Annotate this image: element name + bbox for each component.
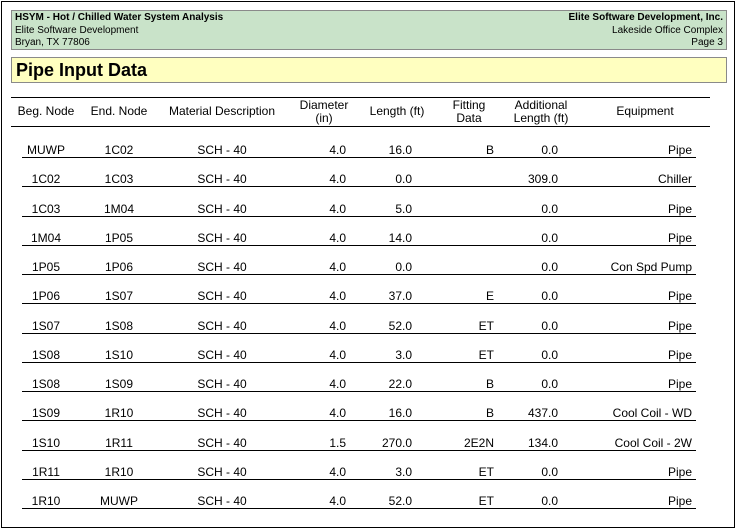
cell-material: SCH - 40: [197, 494, 247, 508]
app-title: HSYM - Hot / Chilled Water System Analysis: [15, 12, 224, 23]
cell-length: 270.0: [381, 436, 412, 450]
cell-equipment: Pipe: [667, 348, 692, 362]
cell-end-node: 1C02: [104, 143, 134, 157]
cell-end-node: 1R10: [104, 406, 134, 420]
cell-length: 37.0: [388, 289, 412, 303]
cell-diameter: 4.0: [329, 231, 346, 245]
cell-length: 14.0: [388, 231, 412, 245]
table-header-rule: [11, 126, 710, 127]
cell-length: 0.0: [395, 172, 412, 186]
cell-fitting: B: [485, 143, 494, 157]
cell-diameter: 1.5: [329, 436, 346, 450]
col-equipment: Equipment: [616, 104, 674, 118]
cell-material: SCH - 40: [197, 465, 247, 479]
col-fitting-line1: Fitting: [452, 98, 486, 112]
cell-fitting: 2E2N: [463, 436, 494, 450]
cell-fitting: ET: [478, 465, 494, 479]
cell-material: SCH - 40: [197, 172, 247, 186]
row-underline: [22, 479, 696, 480]
row-underline: [22, 508, 696, 509]
cell-diameter: 4.0: [329, 319, 346, 333]
cell-equipment: Con Spd Pump: [610, 260, 692, 274]
cell-beg-node: 1S09: [31, 406, 61, 420]
cell-end-node: 1C03: [104, 172, 134, 186]
cell-beg-node: 1S08: [31, 377, 61, 391]
cell-additional-length: 0.0: [541, 465, 558, 479]
cell-beg-node: 1C03: [31, 202, 61, 216]
cell-equipment: Cool Coil - 2W: [614, 436, 692, 450]
cell-fitting: ET: [478, 348, 494, 362]
cell-length: 3.0: [395, 465, 412, 479]
company-address: Bryan, TX 77806: [15, 37, 90, 48]
cell-diameter: 4.0: [329, 494, 346, 508]
report-header: [11, 10, 727, 50]
cell-equipment: Pipe: [667, 231, 692, 245]
cell-beg-node: 1R10: [31, 494, 61, 508]
cell-material: SCH - 40: [197, 143, 247, 157]
cell-beg-node: 1S07: [31, 319, 61, 333]
cell-beg-node: 1S08: [31, 348, 61, 362]
cell-end-node: 1R10: [104, 465, 134, 479]
cell-additional-length: 0.0: [541, 231, 558, 245]
cell-fitting: ET: [478, 494, 494, 508]
row-underline: [22, 333, 696, 334]
cell-diameter: 4.0: [329, 143, 346, 157]
cell-equipment: Pipe: [667, 465, 692, 479]
col-diameter-line2: (in): [315, 111, 333, 125]
col-additional-line2: Length (ft): [513, 111, 569, 125]
cell-additional-length: 0.0: [541, 494, 558, 508]
row-underline: [22, 157, 696, 158]
cell-equipment: Chiller: [657, 172, 692, 186]
row-underline: [22, 245, 696, 246]
row-underline: [22, 420, 696, 421]
cell-material: SCH - 40: [197, 289, 247, 303]
row-underline: [22, 274, 696, 275]
col-diameter-line1: Diameter: [299, 98, 349, 112]
col-material: Material Description: [168, 104, 276, 118]
cell-additional-length: 309.0: [527, 172, 558, 186]
col-fitting-line2: Data: [456, 111, 482, 125]
cell-diameter: 4.0: [329, 406, 346, 420]
cell-length: 16.0: [388, 406, 412, 420]
cell-end-node: 1M04: [103, 202, 135, 216]
cell-fitting: B: [485, 406, 494, 420]
table-top-rule: [11, 97, 710, 98]
cell-additional-length: 0.0: [541, 377, 558, 391]
cell-fitting: ET: [478, 319, 494, 333]
cell-beg-node: 1P06: [31, 289, 61, 303]
cell-equipment: Pipe: [667, 319, 692, 333]
cell-equipment: Pipe: [667, 377, 692, 391]
cell-end-node: MUWP: [100, 494, 138, 508]
cell-equipment: Pipe: [667, 494, 692, 508]
cell-end-node: 1P06: [104, 260, 134, 274]
cell-end-node: 1P05: [104, 231, 134, 245]
cell-beg-node: 1R11: [32, 465, 60, 479]
cell-beg-node: MUWP: [27, 143, 65, 157]
cell-additional-length: 0.0: [541, 202, 558, 216]
cell-diameter: 4.0: [329, 348, 346, 362]
row-underline: [22, 362, 696, 363]
cell-additional-length: 437.0: [527, 406, 558, 420]
row-underline: [22, 216, 696, 217]
cell-end-node: 1S08: [104, 319, 134, 333]
cell-material: SCH - 40: [197, 319, 247, 333]
cell-additional-length: 0.0: [541, 319, 558, 333]
col-additional-line1: Additional: [514, 98, 568, 112]
cell-length: 16.0: [388, 143, 412, 157]
cell-length: 3.0: [395, 348, 412, 362]
cell-material: SCH - 40: [197, 348, 247, 362]
cell-additional-length: 0.0: [541, 260, 558, 274]
cell-material: SCH - 40: [197, 406, 247, 420]
cell-length: 5.0: [395, 202, 412, 216]
cell-equipment: Cool Coil - WD: [612, 406, 692, 420]
cell-beg-node: 1M04: [30, 231, 62, 245]
col-length: Length (ft): [369, 104, 425, 118]
cell-length: 0.0: [395, 260, 412, 274]
project-name: Lakeside Office Complex: [612, 25, 723, 36]
cell-beg-node: 1P05: [31, 260, 61, 274]
cell-beg-node: 1C02: [31, 172, 61, 186]
cell-diameter: 4.0: [329, 260, 346, 274]
cell-length: 52.0: [388, 494, 412, 508]
col-fitting: [443, 99, 495, 125]
cell-beg-node: 1S10: [31, 436, 61, 450]
cell-additional-length: 134.0: [527, 436, 558, 450]
cell-additional-length: 0.0: [541, 143, 558, 157]
cell-equipment: Pipe: [667, 143, 692, 157]
cell-diameter: 4.0: [329, 289, 346, 303]
cell-material: SCH - 40: [197, 202, 247, 216]
cell-material: SCH - 40: [197, 436, 247, 450]
cell-additional-length: 0.0: [541, 348, 558, 362]
cell-end-node: 1S07: [104, 289, 134, 303]
cell-fitting: B: [485, 377, 494, 391]
cell-material: SCH - 40: [197, 231, 247, 245]
cell-additional-length: 0.0: [541, 289, 558, 303]
cell-material: SCH - 40: [197, 377, 247, 391]
company-name: Elite Software Development: [15, 25, 139, 36]
page-title: Pipe Input Data: [16, 60, 148, 80]
cell-diameter: 4.0: [329, 377, 346, 391]
cell-diameter: 4.0: [329, 465, 346, 479]
cell-length: 22.0: [388, 377, 412, 391]
col-diameter: [294, 99, 354, 125]
col-additional-length: [505, 99, 577, 125]
cell-equipment: Pipe: [667, 289, 692, 303]
cell-fitting: E: [485, 289, 494, 303]
col-end-node: End. Node: [90, 104, 148, 118]
col-beg-node: Beg. Node: [17, 104, 75, 118]
cell-diameter: 4.0: [329, 202, 346, 216]
row-underline: [22, 303, 696, 304]
cell-end-node: 1R11: [105, 436, 133, 450]
cell-material: SCH - 40: [197, 260, 247, 274]
cell-diameter: 4.0: [329, 172, 346, 186]
cell-end-node: 1S09: [104, 377, 134, 391]
row-underline: [22, 391, 696, 392]
cell-length: 52.0: [388, 319, 412, 333]
row-underline: [22, 450, 696, 451]
section-title-bar: [11, 57, 727, 83]
vendor-name: Elite Software Development, Inc.: [568, 12, 723, 23]
cell-end-node: 1S10: [104, 348, 134, 362]
row-underline: [22, 186, 696, 187]
page-number: Page 3: [691, 37, 723, 48]
cell-equipment: Pipe: [667, 202, 692, 216]
